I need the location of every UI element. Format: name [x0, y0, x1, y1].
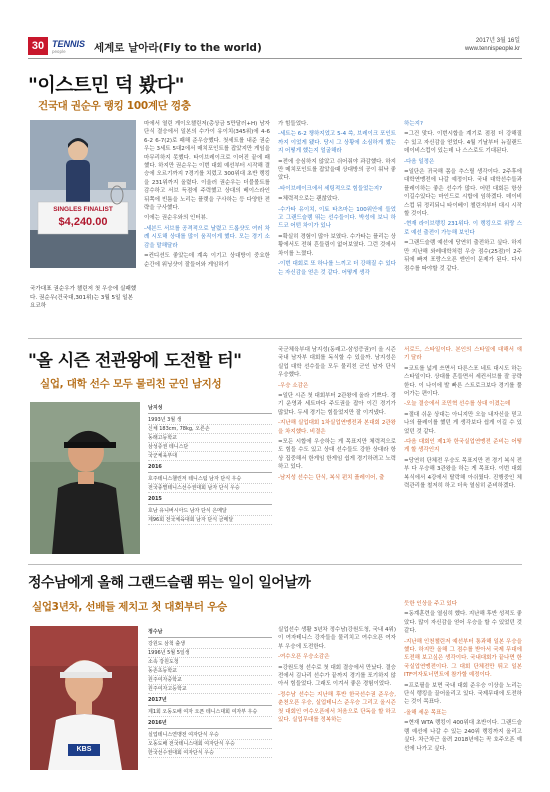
article1-photo — [30, 120, 136, 268]
article3-subheadline: 실업3년차, 선배들 제치고 첫 대회부터 우승 — [32, 601, 227, 613]
article1-answer: =그랜드슬램 예선에 당연히 출전하고 싶다. 하지만 지난해 와레대학처럼 우승 점수(25점)이 2주 뒤에 빠져 포랑스오픈 엔인이 문제가 된다. 다시 점수를 따야할 것 같다. — [404, 240, 522, 272]
article2-answer: =절대 쉬운 상대는 아니지만 오늘 내자신을 믿고 나의 플레이를 했던 게 생각보다 쉽게 이길 수 있었던 것 같다. — [404, 411, 522, 435]
article3-answer: =현재 WTA 랭킹이 400위대 초반이다. 그랜드슬램 예선에 나갈 수 있는 240위 랭킹까지 올리고 싶다. 차근차근 올려 2018년에는 꼭 호주오픈 예선에 나가고 싶다. — [404, 720, 522, 752]
broadcaster-badge: KBS — [68, 744, 100, 756]
profile-history-item: 한국선수권대회 여자단식 우승 — [148, 749, 272, 758]
article2-photo-image — [30, 402, 140, 554]
article1-question: -현재 라이브랭킹 231위다. 이 랭킹으로 위랑 스로 예선 출전이 가능해 보인다 — [404, 221, 522, 236]
article2-question: 서로드, 스타일이다. 본인의 스타일에 대해서 얘기 달라 — [404, 347, 522, 362]
page-number: 30 — [28, 37, 48, 55]
article1-question: -다음 일정은 — [404, 158, 435, 165]
article1-subheadline: 건국대 권순우 랭킹 100계단 껑충 — [38, 100, 191, 112]
profile-history-item: 제96회 전국체육대회 남자 단식 금메달 — [148, 516, 272, 525]
profile-history-year: 2016 — [148, 463, 272, 473]
article2-headline: "올 시즌 전관왕에 도전할 터" — [28, 351, 242, 371]
article2-answer: =일단 시즌 첫 대회부터 2관왕에 올라 기쁘다. 경기 운영과 세트마다 주도권을 잡아 이긴 경기가 많았다. 두세 경기는 힘들었지만 잘 이겨냈다. — [278, 393, 396, 416]
article2-column1 — [278, 346, 396, 558]
article1-answer: =전에 승심하지 않았고 쉬어줘야 과감했다. 하지만 메치포인트를 잡았을때 상대방의 공이 워낙 좋았다. — [278, 158, 396, 182]
profile-history-year: 2016년 — [148, 719, 272, 729]
profile-history-year: 2015 — [148, 495, 272, 505]
article3-question: -정수남 선수는 지난해 후반 한국선수권 준우승, 춘천오픈 우승, 실업테니스 준우승 그리고 올시즌 첫 대회인 여수오픈에서 처음으로 단독을 할 하고 있다. 실업무대를 정복하는 — [278, 691, 396, 724]
article3-question: -올해 세운 목표는 — [404, 709, 447, 716]
profile-item: 1996년 5월 5일생 — [148, 649, 272, 658]
profile-name: 남지성 — [148, 404, 272, 414]
article1-question: 하는지? — [404, 121, 423, 127]
profile-history-item: 호주테니스챌린저 테니스팀 남자 단식 우승 — [148, 475, 272, 484]
article1-answer: =일단은 귀국해 몸을 추스릴 생각이다. 2주후에 대학연맹전에 나갈 예정이다. 국내 대학선수들과 플레이하는 좋은 선수가 많다. 어떤 대회든 항상 이길수있다는 마인드로 시합에 임하겠다. 데이비스컵 뒤 정리되니 타이베이 챌린저부터 대시 시작할 것이다. — [404, 169, 522, 218]
profile-history-year: 2017년 — [148, 696, 272, 706]
profile-item: 원주여자중학교 — [148, 676, 272, 685]
article3-column1 — [278, 626, 396, 778]
profile-item: 소속 강원도청 — [148, 658, 272, 667]
article3-answer: =프로필을 보면 국내 대회 준우승 이상을 노리는 단식 랭킹을 끌어올리고 있다. 국제무대에 도전하는 것이 목표다. — [404, 682, 522, 706]
article2-profile — [148, 402, 272, 525]
article1-question: -이번 대회로 또 하나를 느끼고 더 강해질 수 있다는 자신감을 얻은 것 같다. 어떻게 생각 — [278, 261, 396, 276]
article1-column1 — [144, 120, 270, 332]
profile-history-item: 호남 유니버시아드 남자 단식 은메달 — [148, 507, 272, 516]
profile-history-item: 제1회 오동도배 여자 오픈 테니스대회 여자부 우승 — [148, 708, 272, 717]
profile-name: 정수남 — [148, 628, 272, 638]
article3-question: 듯한 인상을 주고 있다 — [404, 601, 458, 607]
article3-column2 — [404, 600, 522, 778]
article2-question: -지난해 실업대회 1차실업연맹전과 본대회 2관왕을 차지했다. 비결은 — [278, 420, 396, 435]
article2-question: -우승 소감은 — [278, 382, 309, 389]
profile-item: 1993년 3월 생 — [148, 416, 272, 425]
article-divider — [28, 564, 522, 565]
article1-question: -수가타 유이치, 이토 타츠마는 100위안에 들었고 그랜드슬램 뛰는 선수들이다. 박성에 보니 하드코 어떤 차이가 있나 — [278, 206, 396, 230]
article3-question: -여수오픈 우승소감은 — [278, 654, 330, 661]
publication-logo-sub: people — [52, 49, 66, 54]
profile-item: 국군체육부대 — [148, 452, 272, 461]
article2-col1-body: 국군체육부대 남지성(동래고-삼성증권)이 올 시즌 국내 남자부 대회를 독식할 수 있을까. 남지성은 실업 대학 선수들을 모두 물리친 군인 남자 단식 우승했다. — [278, 347, 396, 379]
article1-answer: =확실히 경험이 많아 보였다. 수가타는 플리는 상황에서도 전혀 흔들림이 없어보였다. 그런 것에서 차이를 느꼈다. — [278, 233, 396, 257]
article1-col2-text: 가 힘들었다. — [278, 121, 309, 127]
article1-column2 — [278, 120, 396, 332]
article1-column3 — [404, 120, 522, 332]
article1-question: -세트는 6-2 챙하지었고 5-4 쓱, 브레이크 포인트까지 이었게 됐다. 당시 그 상황에 소심하게 했는지 어떻게 했는지 얼굴해라 — [278, 131, 396, 155]
website-url[interactable]: www.tennispeople.kr — [464, 46, 520, 52]
article1-question: -타이브레이크에서 세팅적으로 힘들었는지? — [278, 185, 383, 192]
profile-history-item: 전국종별테니스선수권대회 남자 단식 우승 — [148, 484, 272, 493]
article1-caption: 국가대표 권순우가 챌린저 첫 우승에 실패했다. 권순우(건국대,301위)는 3월 5일 일본 요코하 — [30, 286, 137, 309]
banner-line1: SINGLES FINALIST — [53, 206, 113, 213]
article2-answer: =모든 시합에 우승하는 게 목표지만 체력적으로도 힘들 수도 있고 상대 선수들도 강한 상대라 항상 집중해서 한게임 한게임 쉽게 경기하려고 노력하고 있다. — [278, 439, 396, 471]
article1-answer: =컨디션도 좋았는데 계속 이기고 상대방이 중요한 순간에 위닝샷이 잘들어와 게임하기 — [144, 253, 270, 268]
header-rule — [28, 58, 522, 59]
header-meta — [465, 37, 520, 53]
article3-photo — [30, 626, 138, 770]
article2-question: -남지성 선수는 단식, 복식 펀치 플레이어, 출 — [278, 474, 385, 481]
article3-question: -지난해 인천챌린저 예선부터 통과해 일본 우승을 했다. 하지만 올해 그 점수를 받아서 국제 무대에 도전해 보고싶은 생각이다. 국내대회가 끝나면 한국실업연맹전이다. 그 대회 단체전만 뛰고 일본 ITF여자토너먼트에 참가할 예정이다. — [404, 638, 522, 679]
page-header — [28, 37, 522, 57]
banner-line2: $4,240.00 — [58, 216, 108, 228]
article2-question: -다음 대회인 제1차 한국실업연맹전 준비는 어떻게 할 생각인지 — [404, 439, 522, 454]
profile-item: 동래고등학교 — [148, 434, 272, 443]
article3-answer: =동계훈련을 열심히 했다. 지난해 후반 성적도 좋았다. 많이 자신감을 얻어 우승을 할 수 있었던 것 같다. — [404, 611, 522, 635]
profile-item: 동존초등학교 — [148, 667, 272, 676]
article2-answer: =코트를 넓게 쓰면서 다른스포 네트 대시도 하는 스타일이다. 상대를 흔들면서 세컨서브를 잘 공략한다. 이 나이에 발 빠른 스트로크보다 경기를 풀어가는 편이다. — [404, 365, 522, 398]
profile-item: 원주여자고등학교 — [148, 685, 272, 694]
article-divider — [28, 338, 522, 339]
article2-subheadline: 실업, 대학 선수 모두 물리친 군인 남지성 — [40, 378, 222, 390]
article3-col1-body: 실업선수 생활 3년차 정수남(강원도청, 국내 4위)이 여자테니스 강자들을 물리치고 여수오픈 여자부 우승에 도전한다. — [278, 627, 396, 650]
article1-headline: "이스트민 덕 봤다" — [28, 74, 185, 96]
article1-col1-intro: 이에는 권순우와의 인터뷰. — [144, 215, 208, 222]
profile-item: 삼성증권 테니스단 — [148, 443, 272, 452]
article2-answer: =당연히 단체전 우승도 목표지만 전 경기 복식 전부 다 우승해 3관왕을 하는 게 목표다. 이번 대회 복식에서 4강에서 탈락해 아쉬웠다. 진행중인 체력관리를 철저히 하고 더욱 열심히 준비하겠다. — [404, 457, 522, 490]
article1-col1-body: 마에서 열린 게이오챌린저(총상금 5만달러+H) 남자단식 결승에서 일본의 수가이 유이치(345위)에 4-6 6-2 6-7(2)로 패해 준우승했다. 첫세트를 내준 권순우는 3세트 5대2에서 매치포인트를 잡았지만 게임을 마무리하지 못했다. 타이브레이크로 이어진 끝에 패했다. 하지만 권순우는 이번 대회 예선부터 시작해 결승에 오르기까지 7경기를 치렀고 300위대 초반 랭킹을 231위까지 올렸다. 이울러 권순우는 더블볼트를 감수하고 서브 득점에 주력했고 상대의 베이스라인 뒤쪽에 빈틈을 노리는 플랫을 구사하는 등 다양한 전략을 구사했다. — [144, 121, 270, 212]
article3-profile — [148, 626, 272, 758]
profile-history-item: 실업테니스연맹전 여자단식 우승 — [148, 731, 272, 740]
section-title: 세계로 날아라(Fly to the world) — [94, 42, 262, 54]
publication-logo: TENNIS — [52, 39, 86, 49]
article1-answer: =그건 맞다. 이번시합을 계기로 점점 더 강해질 수 있고 자신감을 얻었다. 4월 기날부터 뉴질랜드 데이비스컵이 있는데 나 스스로도 기대된다. — [404, 131, 522, 155]
article1-photo-image — [30, 120, 136, 268]
profile-history-item: 오동도배 전국테니스대회 여자단식 우승 — [148, 740, 272, 749]
article1-question: -세븐드 서브를 공격적으로 날렸고 드롭샷도 여러 차례 시도해 상대를 많이 움직이게 했다. 모는 경기 소감을 말해달라 — [144, 225, 270, 249]
article3-headline: 정수남에게 올해 그랜드슬램 뛰는 일이 일어날까 — [28, 575, 311, 591]
article2-question: -오늘 결승에서 조민혁 선수를 상대 이겼는데 — [404, 401, 511, 408]
profile-item: 강원도 삼척 출생 — [148, 640, 272, 649]
article2-photo — [30, 402, 140, 554]
article3-answer: =강원도청 선수로 첫 대회 결승에서 만났다. 결승전에서 김나리 선수가 끝까지 경기를 포기하지 않아서 힘들었다. 그래도 이겨서 좋은 경험이었다. — [278, 664, 396, 688]
article1-answer: =체력적으로는 괜찮았다. — [278, 196, 340, 203]
article2-column2 — [404, 346, 522, 558]
issue-date: 2017년 3월 16일 — [475, 38, 520, 44]
profile-item: 신체 183cm, 78kg, 오른손 — [148, 425, 272, 434]
